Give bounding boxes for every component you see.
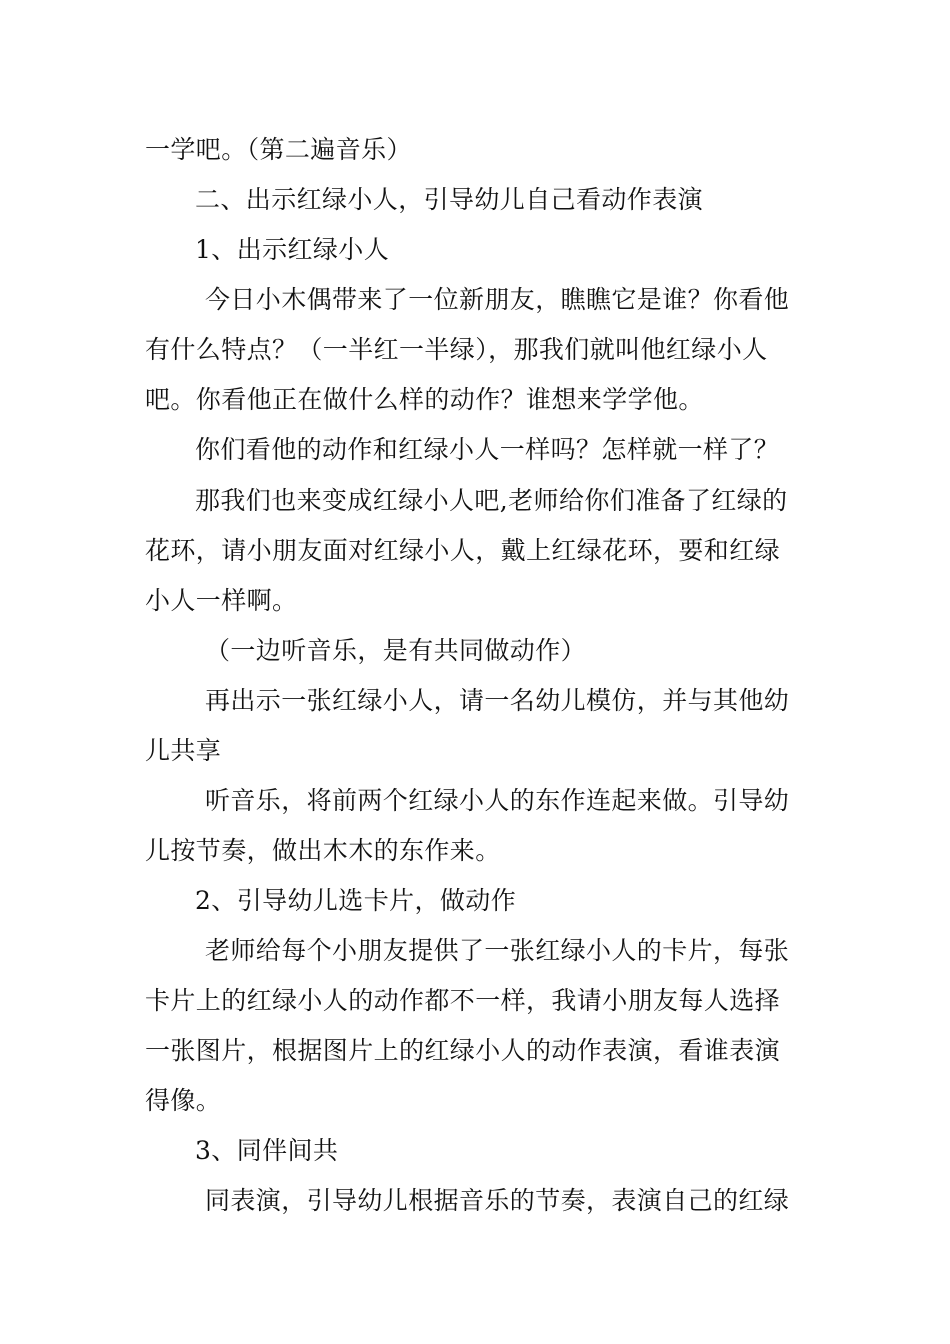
section-heading: 二、出示红绿小人，引导幼儿自己看动作表演 (195, 185, 704, 214)
subsection-heading: 1、出示红绿小人 (195, 235, 390, 264)
text-line: 有什么特点？（一半红一半绿），那我们就叫他红绿小人 (145, 335, 768, 364)
text-line: 老师给每个小朋友提供了一张红绿小人的卡片，每张 (205, 936, 790, 965)
text-line: 那我们也来变成红绿小人吧,老师给你们准备了红绿的 (195, 486, 788, 515)
text-line: （一边听音乐，是有共同做动作） (205, 636, 587, 665)
text-line: 一学吧。（第二遍音乐） (145, 135, 412, 164)
text-line: 花环，请小朋友面对红绿小人，戴上红绿花环，要和红绿 (145, 536, 781, 565)
subsection-heading: 2、引导幼儿选卡片，做动作 (195, 886, 517, 915)
text-line: 卡片上的红绿小人的动作都不一样，我请小朋友每人选择 (145, 986, 781, 1015)
text-line: 一张图片，根据图片上的红绿小人的动作表演，看谁表演 (145, 1036, 781, 1065)
text-line: 儿共享 (145, 736, 222, 765)
subsection-heading: 3、同伴间共 (195, 1136, 339, 1165)
text-line: 吧。你看他正在做什么样的动作？谁想来学学他。 (145, 385, 704, 414)
text-line: 再出示一张红绿小人，请一名幼儿模仿，并与其他幼 (205, 686, 790, 715)
text-line: 今日小木偶带来了一位新朋友，瞧瞧它是谁？你看他 (205, 285, 790, 314)
text-line: 你们看他的动作和红绿小人一样吗？怎样就一样了？ (195, 435, 780, 464)
text-line: 得像。 (145, 1086, 222, 1115)
text-line: 听音乐，将前两个红绿小人的东作连起来做。引导幼 (205, 786, 790, 815)
text-line: 同表演，引导幼儿根据音乐的节奏，表演自己的红绿 (205, 1186, 790, 1215)
text-line: 小人一样啊。 (145, 586, 298, 615)
text-line: 儿按节奏，做出木木的东作来。 (145, 836, 501, 865)
